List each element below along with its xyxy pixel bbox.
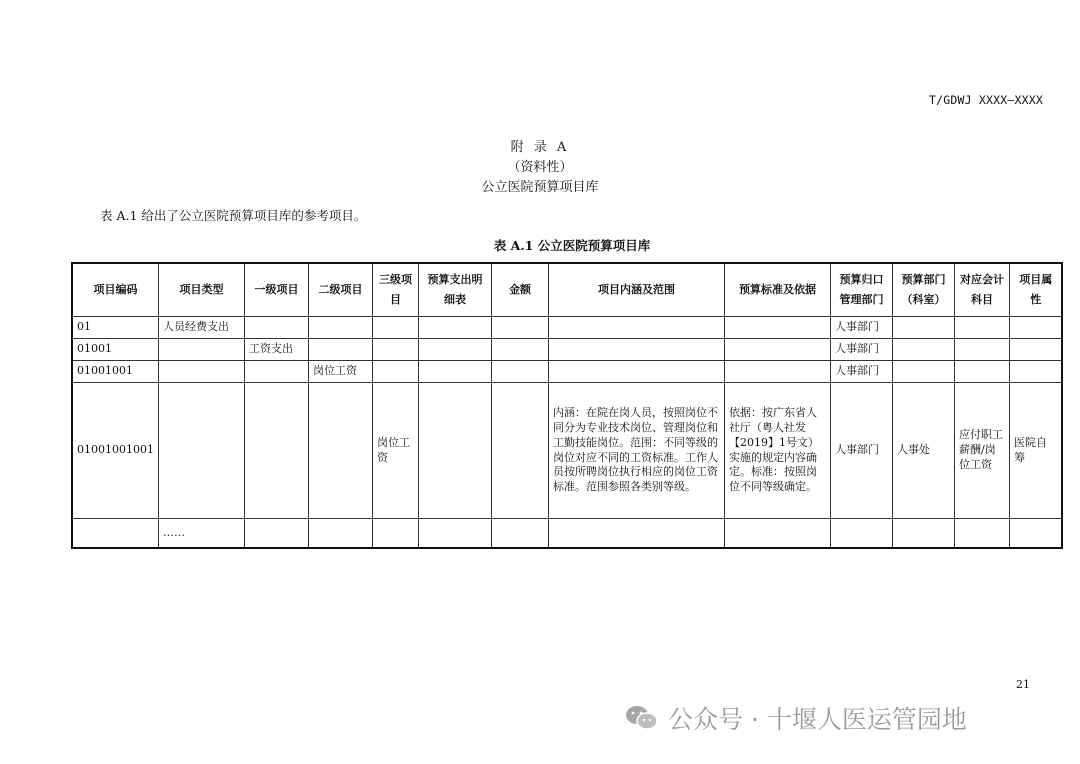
appendix-name: 公立医院预算项目库 (481, 180, 599, 195)
table-row (72, 383, 1062, 519)
table-cell (954, 317, 1009, 339)
header-cell: 二级项目 (308, 263, 372, 317)
table-cell: 01001001001 (72, 383, 158, 519)
header-cell: 三级项目 (372, 263, 418, 317)
table-row (72, 317, 1062, 339)
table-cell: 01001 (72, 339, 158, 361)
table-cell: 01 (72, 317, 158, 339)
table-cell (724, 519, 830, 549)
table-cell: 工资支出 (244, 339, 308, 361)
table-cell (244, 317, 308, 339)
table-cell: 岗位工资 (372, 383, 418, 519)
table-cell: 依据：按广东省人社厅（粤人社发【2019】1号文）实施的规定内容确定。标准：按照岗位不同等级确定。 (724, 383, 830, 519)
table-cell (548, 317, 724, 339)
watermark-text: 公众号 · 十堰人医运管园地 (668, 705, 967, 734)
table-cell: 人事部门 (830, 383, 892, 519)
table-cell (892, 361, 954, 383)
header-cell: 预算支出明细表 (418, 263, 491, 317)
table-cell (308, 317, 372, 339)
table-cell: 人事处 (892, 383, 954, 519)
table-cell (892, 317, 954, 339)
appendix-title: 附 录 A (510, 140, 570, 155)
table-cell (418, 317, 491, 339)
table-cell: …… (158, 519, 244, 549)
table-cell (158, 361, 244, 383)
table-caption: 表 A.1 公立医院预算项目库 (493, 238, 651, 253)
table-cell: 人事部门 (830, 361, 892, 383)
table-cell (72, 519, 158, 549)
table-cell (1009, 339, 1062, 361)
appendix-nature: （资料性） (507, 160, 573, 175)
table-cell (491, 361, 548, 383)
table-cell (548, 519, 724, 549)
table-cell (548, 339, 724, 361)
table-cell (244, 383, 308, 519)
table-cell (158, 339, 244, 361)
table-cell (1009, 519, 1062, 549)
table-cell: 应付职工薪酬/岗位工资 (954, 383, 1009, 519)
table-cell (491, 317, 548, 339)
table-cell (548, 361, 724, 383)
table-cell (418, 519, 491, 549)
table-cell (372, 339, 418, 361)
table-row (72, 361, 1062, 383)
header-cell: 项目属性 (1009, 263, 1062, 317)
table-cell (372, 361, 418, 383)
table-row (72, 519, 1062, 549)
table-row (72, 339, 1062, 361)
table-cell (1009, 317, 1062, 339)
table-cell (724, 361, 830, 383)
table-cell (308, 383, 372, 519)
standard-code: T/GDWJ XXXX—XXXX (929, 93, 1043, 107)
table-cell (372, 519, 418, 549)
table-cell (244, 519, 308, 549)
table-cell: 内涵：在院在岗人员，按照岗位不同分为专业技术岗位、管理岗位和工勤技能岗位。范围：不同等级的岗位对应不同的工资标准。工作人员按所聘岗位执行相应的岗位工资标准。范围参照各类别等级。 (548, 383, 724, 519)
table-cell (418, 383, 491, 519)
table-cell (724, 339, 830, 361)
table-cell (1009, 361, 1062, 383)
table-cell (491, 339, 548, 361)
header-cell: 预算标准及依据 (724, 263, 830, 317)
header-cell: 对应会计科目 (954, 263, 1009, 317)
header-cell: 预算归口管理部门 (830, 263, 892, 317)
watermark (624, 700, 967, 736)
intro-text: 表 A.1 给出了公立医院预算项目库的参考项目。 (100, 208, 367, 223)
table-cell (954, 519, 1009, 549)
table-cell (418, 339, 491, 361)
table-cell: 医院自筹 (1009, 383, 1062, 519)
header-cell: 项目内涵及范围 (548, 263, 724, 317)
table-cell (954, 339, 1009, 361)
header-cell: 金额 (491, 263, 548, 317)
table-cell (244, 361, 308, 383)
table-cell (308, 519, 372, 549)
table-cell (892, 339, 954, 361)
table-header-row (72, 263, 1062, 317)
table-cell (491, 383, 548, 519)
header-cell: 预算部门（科室） (892, 263, 954, 317)
page-number: 21 (1016, 678, 1030, 691)
header-cell: 一级项目 (244, 263, 308, 317)
table-cell (892, 519, 954, 549)
table-cell (491, 519, 548, 549)
table-cell (418, 361, 491, 383)
header-cell: 项目类型 (158, 263, 244, 317)
wechat-icon (624, 703, 660, 733)
table-cell (372, 317, 418, 339)
budget-project-table (71, 262, 1063, 549)
table-cell (724, 317, 830, 339)
table-cell: 01001001 (72, 361, 158, 383)
table-cell: 人事部门 (830, 339, 892, 361)
table-cell (158, 383, 244, 519)
table-cell: 人员经费支出 (158, 317, 244, 339)
table-cell (954, 361, 1009, 383)
table-cell (830, 519, 892, 549)
header-cell: 项目编码 (72, 263, 158, 317)
table-cell: 人事部门 (830, 317, 892, 339)
table-cell (308, 339, 372, 361)
table-cell: 岗位工资 (308, 361, 372, 383)
